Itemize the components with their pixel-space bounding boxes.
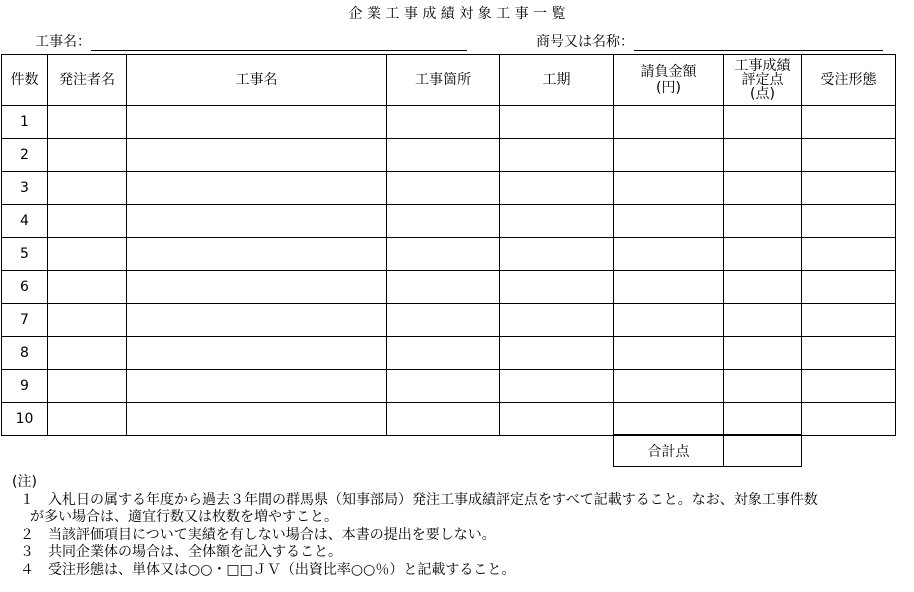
period-cell[interactable] — [500, 106, 614, 139]
orderer-cell[interactable] — [48, 271, 127, 304]
header-order-type: 受注形態 — [802, 55, 896, 106]
project-name-cell[interactable] — [127, 106, 387, 139]
table-row — [2, 106, 896, 139]
period-cell[interactable] — [500, 403, 614, 436]
row-number: 4 — [2, 205, 48, 238]
row-number: 9 — [2, 370, 48, 403]
score-cell[interactable] — [724, 370, 802, 403]
location-cell[interactable] — [387, 271, 500, 304]
period-cell[interactable] — [500, 304, 614, 337]
header-project-name: 工事名 — [127, 55, 387, 106]
header-count: 件数 — [2, 55, 48, 106]
header-score: 工事成績 評定点 (点) — [724, 55, 802, 106]
score-cell[interactable] — [724, 139, 802, 172]
orderer-cell[interactable] — [48, 337, 127, 370]
location-cell[interactable] — [387, 403, 500, 436]
score-cell[interactable] — [724, 403, 802, 436]
row-number: 1 — [2, 106, 48, 139]
construction-record-table — [1, 54, 896, 436]
orderer-cell[interactable] — [48, 403, 127, 436]
order-type-cell[interactable] — [802, 172, 896, 205]
order-type-cell[interactable] — [802, 403, 896, 436]
orderer-cell[interactable] — [48, 172, 127, 205]
total-score-cell[interactable] — [724, 435, 802, 467]
period-cell[interactable] — [500, 139, 614, 172]
orderer-cell[interactable] — [48, 139, 127, 172]
table-row — [2, 337, 896, 370]
company-name-label: 商号又は名称： — [536, 34, 634, 50]
score-cell[interactable] — [724, 172, 802, 205]
contract-amount-cell[interactable] — [614, 370, 724, 403]
location-cell[interactable] — [387, 238, 500, 271]
project-name-cell[interactable] — [127, 205, 387, 238]
table-row — [2, 304, 896, 337]
table-row — [2, 370, 896, 403]
table-row — [2, 403, 896, 436]
orderer-cell[interactable] — [48, 370, 127, 403]
contract-amount-cell[interactable] — [614, 238, 724, 271]
score-cell[interactable] — [724, 106, 802, 139]
location-cell[interactable] — [387, 106, 500, 139]
notes-section — [12, 474, 912, 579]
project-name-field — [35, 31, 467, 51]
contract-amount-cell[interactable] — [614, 139, 724, 172]
order-type-cell[interactable] — [802, 370, 896, 403]
contract-amount-cell[interactable] — [614, 205, 724, 238]
row-number: 8 — [2, 337, 48, 370]
location-cell[interactable] — [387, 370, 500, 403]
row-number: 2 — [2, 139, 48, 172]
total-score-label: 合計点 — [614, 435, 724, 467]
contract-amount-cell[interactable] — [614, 403, 724, 436]
order-type-cell[interactable] — [802, 238, 896, 271]
project-name-cell[interactable] — [127, 139, 387, 172]
contract-amount-cell[interactable] — [614, 271, 724, 304]
order-type-cell[interactable] — [802, 271, 896, 304]
project-name-cell[interactable] — [127, 172, 387, 205]
project-name-label: 工事名： — [35, 34, 91, 50]
document-title: 企 業 工 事 成 績 対 象 工 事 一 覧 — [348, 6, 566, 22]
note-item-3: ３ 共同企業体の場合は、全体額を記入すること。 — [20, 544, 342, 560]
score-cell[interactable] — [724, 205, 802, 238]
location-cell[interactable] — [387, 337, 500, 370]
note-item-2: ２ 当該評価項目について実績を有しない場合は、本書の提出を要しない。 — [20, 526, 496, 543]
location-cell[interactable] — [387, 139, 500, 172]
table-header-row — [2, 55, 896, 106]
row-number: 10 — [2, 403, 48, 436]
total-score-table — [613, 434, 802, 467]
contract-amount-cell[interactable] — [614, 106, 724, 139]
orderer-cell[interactable] — [48, 304, 127, 337]
header-location: 工事箇所 — [387, 55, 500, 106]
order-type-cell[interactable] — [802, 304, 896, 337]
company-name-field — [536, 31, 883, 51]
table-row — [2, 205, 896, 238]
score-cell[interactable] — [724, 304, 802, 337]
period-cell[interactable] — [500, 337, 614, 370]
contract-amount-cell[interactable] — [614, 172, 724, 205]
table-row — [2, 139, 896, 172]
score-cell[interactable] — [724, 238, 802, 271]
note-item-4: ４ 受注形態は、単体又は○○・□□ＪＶ（出資比率○○％）と記載すること。 — [20, 561, 516, 578]
project-name-cell[interactable] — [127, 370, 387, 403]
header-period: 工期 — [500, 55, 614, 106]
location-cell[interactable] — [387, 172, 500, 205]
project-name-cell[interactable] — [127, 271, 387, 304]
orderer-cell[interactable] — [48, 205, 127, 238]
order-type-cell[interactable] — [802, 337, 896, 370]
period-cell[interactable] — [500, 271, 614, 304]
period-cell[interactable] — [500, 172, 614, 205]
note-item-1: １ 入札日の属する年度から過去３年間の群馬県（知事部局）発注工事成績評定点をすべて記載すること。なお、対象工事件数 — [20, 491, 818, 508]
score-cell[interactable] — [724, 337, 802, 370]
period-cell[interactable] — [500, 238, 614, 271]
company-name-input-line[interactable] — [634, 36, 883, 51]
order-type-cell[interactable] — [802, 139, 896, 172]
period-cell[interactable] — [500, 370, 614, 403]
table-row — [2, 271, 896, 304]
location-cell[interactable] — [387, 304, 500, 337]
project-name-input-line[interactable] — [91, 36, 467, 51]
table-row — [2, 238, 896, 271]
row-number: 5 — [2, 238, 48, 271]
orderer-cell[interactable] — [48, 106, 127, 139]
order-type-cell[interactable] — [802, 106, 896, 139]
order-type-cell[interactable] — [802, 205, 896, 238]
row-number: 3 — [2, 172, 48, 205]
table-row — [2, 172, 896, 205]
period-cell[interactable] — [500, 205, 614, 238]
header-contract-amount: 請負金額 (円) — [614, 55, 724, 106]
orderer-cell[interactable] — [48, 238, 127, 271]
project-name-cell[interactable] — [127, 337, 387, 370]
row-number: 6 — [2, 271, 48, 304]
project-name-cell[interactable] — [127, 304, 387, 337]
location-cell[interactable] — [387, 205, 500, 238]
project-name-cell[interactable] — [127, 403, 387, 436]
contract-amount-cell[interactable] — [614, 337, 724, 370]
contract-amount-cell[interactable] — [614, 304, 724, 337]
project-name-cell[interactable] — [127, 238, 387, 271]
header-orderer: 発注者名 — [48, 55, 127, 106]
note-item-1-continued: が多い場合は、適宜行数又は枚数を増やすこと。 — [30, 509, 338, 525]
score-cell[interactable] — [724, 271, 802, 304]
notes-heading: (注) — [12, 474, 37, 490]
row-number: 7 — [2, 304, 48, 337]
